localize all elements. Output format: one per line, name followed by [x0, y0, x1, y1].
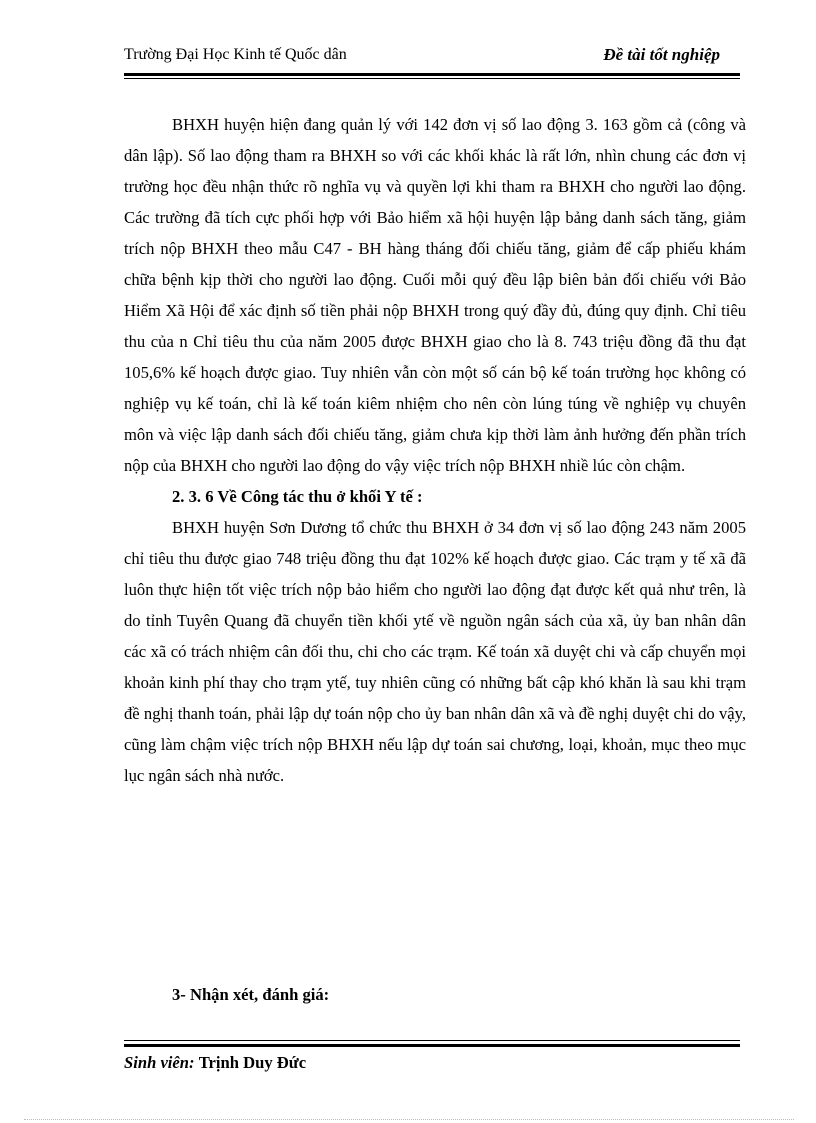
page-footer	[124, 1053, 306, 1073]
section-heading: 3- Nhận xét, đánh giá:	[172, 985, 330, 1004]
footer-rule-top	[124, 1040, 740, 1041]
header-rule-bottom	[124, 78, 740, 79]
footer-student-label: Sinh viên:	[124, 1053, 195, 1072]
footer-student-name: Trịnh Duy Đức	[198, 1053, 307, 1072]
document-body	[124, 109, 746, 791]
header-subject: Đề tài tốt nghiệp	[603, 45, 720, 64]
paragraph-health: BHXH huyện Sơn Dương tổ chức thu BHXH ở 34 đơn vị số lao động 243 năm 2005 chỉ tiêu thu được giao 748 triệu đồng thu đạt 102% kế hoạch được giao. Các trạm y tế xã đã luôn thực hiện tốt việc trích nộp bảo hiểm cho người lao động đạt được kết quả như trên, là do tỉnh Tuyên Quang đã chuyển tiền khối ytế về nguồn ngân sách của xã, ủy ban nhân dân các xã có trách nhiệm cân đối thu, chi cho các trạm. Kế toán xã duyệt chi và cấp chuyển mọi khoản kinh phí thay cho trạm ytế, tuy nhiên cũng có những bất cập khó khăn là sau khi trạm đề nghị thanh toán, phải lập dự toán nộp cho ủy ban nhân dân xã và đề nghị duyệt chi do vậy, cũng làm chậm việc trích nộp BHXH nếu lập dự toán sai chương, loại, khoản, mục theo mục lục ngân sách nhà nước.	[124, 518, 746, 785]
page-edge-dots	[24, 1119, 794, 1120]
header-school: Trường Đại Học Kinh tế Quốc dân	[124, 46, 347, 63]
header-rule-top	[124, 73, 740, 76]
footer-rule-bottom	[124, 1044, 740, 1047]
paragraph-schools: BHXH huyện hiện đang quản lý với 142 đơn vị số lao động 3. 163 gồm cả (công và dân lập). Số lao động tham ra BHXH so với các khối khác là rất lớn, nhìn chung các đơn vị trường học đều nhận thức rõ nghĩa vụ và quyền lợi khi tham ra BHXH cho người lao động. Các trường đã tích cực phối hợp với Bảo hiểm xã hội huyện lập bảng danh sách tăng, giảm trích nộp BHXH theo mẫu C47 - BH hàng tháng đối chiếu tăng, giảm để cấp phiếu khám chữa bệnh kịp thời cho người lao động. Cuối mỗi quý đều lập biên bản đối chiếu với Bảo Hiểm Xã Hội để xác định số tiền phải nộp BHXH trong quý đầy đủ, đúng quy định. Chỉ tiêu thu của n Chỉ tiêu thu của năm 2005 được BHXH giao cho là 8. 743 triệu đồng đã thu đạt 105,6% kế hoạch được giao. Tuy nhiên vẫn còn một số cán bộ kế toán trường học không có nghiệp vụ kế toán, chỉ là kế toán kiêm nhiệm cho nên còn lúng túng về nghiệp vụ chuyên môn và việc lập danh sách đối chiếu tăng, giảm chưa kịp thời làm ảnh hưởng đến phần trích nộp của BHXH cho người lao động do vậy việc trích nộp BHXH nhiề lúc còn chậm.	[124, 115, 746, 475]
subsection-heading: 2. 3. 6 Về Công tác thu ở khối Y tế :	[172, 487, 423, 506]
